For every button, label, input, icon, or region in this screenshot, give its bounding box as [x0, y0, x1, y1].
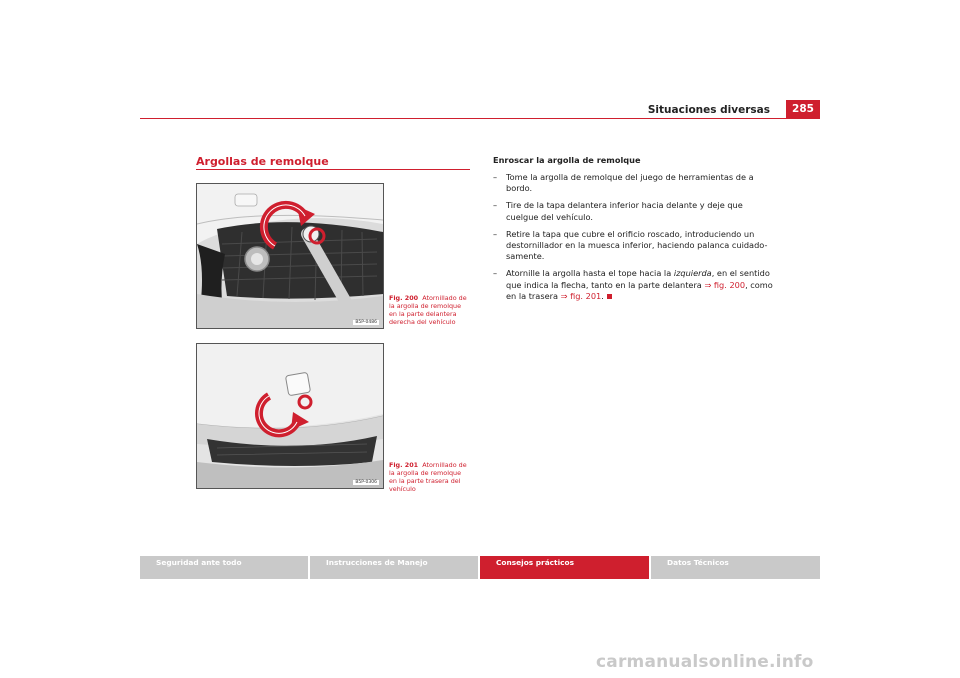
figure-code: B5P-0486 — [355, 320, 377, 325]
figure-reference-link[interactable]: ⇒ fig. 200 — [704, 279, 746, 290]
instruction-step — [493, 172, 775, 194]
step-dash: – — [493, 172, 498, 182]
step-emphasis: izquierda — [673, 268, 712, 279]
step-text: , en el sentido que indica la flecha, tanto en la parte delantera — [506, 268, 770, 290]
step-dash: – — [493, 268, 498, 279]
watermark-text: carmanualsonline.info — [596, 652, 814, 672]
figure-caption — [389, 461, 471, 493]
figure-reference-link[interactable]: ⇒ fig. 201 — [560, 290, 602, 301]
step-text: . — [601, 290, 604, 301]
step-text: Atornille la argolla hasta el tope hacia la — [506, 268, 674, 279]
section-title: Argollas de remolque — [196, 155, 329, 168]
figure-code: B5P-0306 — [355, 480, 377, 485]
figure-rear-tow-hook — [196, 343, 384, 489]
end-of-section-marker — [607, 294, 612, 299]
step-text: Retire la tapa que cubre el orificio roscado, introduciendo un destornillador en la muesca inferior, haciendo palanca cuidado-samente. — [506, 228, 768, 262]
instruction-step — [493, 200, 775, 222]
footer-tab-seguridad[interactable]: Seguridad ante todo — [140, 556, 308, 579]
step-dash: – — [493, 200, 498, 211]
figure-caption — [389, 294, 471, 326]
instruction-step — [493, 268, 775, 302]
step-dash: – — [493, 228, 498, 239]
figure-caption-text: Atornillado de la argolla de remolque en la parte trasera del vehículo — [389, 461, 467, 493]
step-text: Tome la argolla de remolque del juego de herramientas de a bordo. — [506, 172, 754, 194]
instruction-list — [493, 172, 775, 308]
footer-tab-instrucciones[interactable]: Instrucciones de Manejo — [310, 556, 478, 579]
running-header-title: Situaciones diversas — [647, 104, 770, 116]
figure-caption-text: Atornillado de la argolla de remolque en la parte delantera derecha del vehículo — [389, 294, 467, 326]
subheading: Enroscar la argolla de remolque — [493, 155, 641, 165]
section-title-rule — [196, 169, 470, 170]
figure-number: Fig. 200 — [389, 294, 419, 302]
step-text: , como en la trasera — [506, 279, 773, 301]
page-number: 285 — [786, 100, 820, 119]
figure-front-tow-hook — [196, 183, 384, 329]
step-text: Tire de la tapa delantera inferior hacia delante y deje que cuelgue del vehículo. — [506, 200, 743, 222]
figure-number: Fig. 201 — [389, 461, 419, 469]
footer-tab-consejos[interactable]: Consejos prácticos — [480, 556, 649, 579]
instruction-step — [493, 229, 775, 263]
footer-tab-datos[interactable]: Datos Técnicos — [651, 556, 820, 579]
header-rule — [140, 118, 820, 119]
